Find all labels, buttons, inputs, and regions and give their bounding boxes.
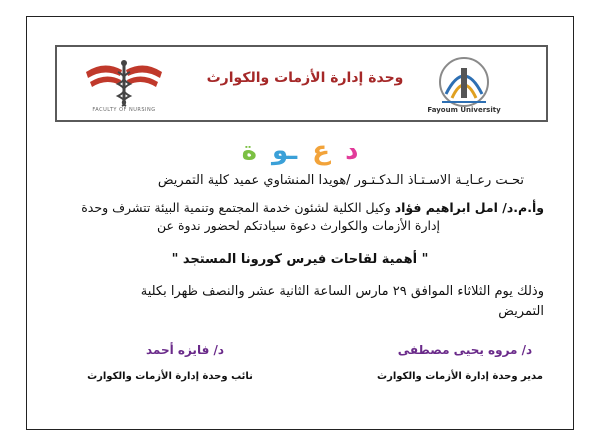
venue-line: التمريض — [498, 304, 544, 319]
vice-dean-name: وأ.م.د/ امل ابراهيم فؤاد — [394, 200, 544, 215]
seminar-title: " أهمية لقاحات فيرس كورونا المستجد " — [171, 252, 429, 267]
unit-deputy-name: د/ فايزه أحمد — [145, 343, 225, 357]
invitation-letter: د — [345, 136, 359, 166]
invitation-heading — [230, 136, 370, 166]
vice-dean-line — [81, 200, 544, 215]
unit-director-role: مدير وحدة إدارة الأزمات والكوارث — [377, 371, 543, 382]
patronage-line: تحـت رعـايـة الاسـتـاذ الـدكـتـور /هويدا المنشاوي عميد كلية التمريض — [157, 173, 524, 188]
faculty-of-nursing-logo — [84, 58, 164, 112]
invitation-letter: ة — [241, 136, 257, 166]
faculty-logo-text: FACULTY OF NURSING — [92, 107, 156, 113]
invitation-letter: ع — [312, 136, 331, 166]
unit-director-name: د/ مروه يحيى مصطفى — [397, 343, 533, 357]
unit-title: وحدة إدارة الأزمات والكوارث — [206, 70, 404, 86]
date-line: وذلك يوم الثلاثاء الموافق ٢٩ مارس الساعة الثانية عشر والنصف ظهرا بكلية — [140, 284, 544, 299]
university-logo-text: Fayoum University — [427, 106, 501, 114]
invitation-line: إدارة الأزمات والكوارث دعوة سيادتكم لحضور ندوة عن — [157, 218, 440, 233]
invitation-letter: ـو — [272, 136, 298, 166]
unit-deputy-role: نائب وحدة إدارة الأزمات والكوارث — [87, 371, 253, 382]
vice-dean-role: وكيل الكلية لشئون خدمة المجتمع وتنمية البيئة تتشرف وحدة — [81, 200, 395, 215]
fayoum-university-logo — [432, 54, 496, 110]
